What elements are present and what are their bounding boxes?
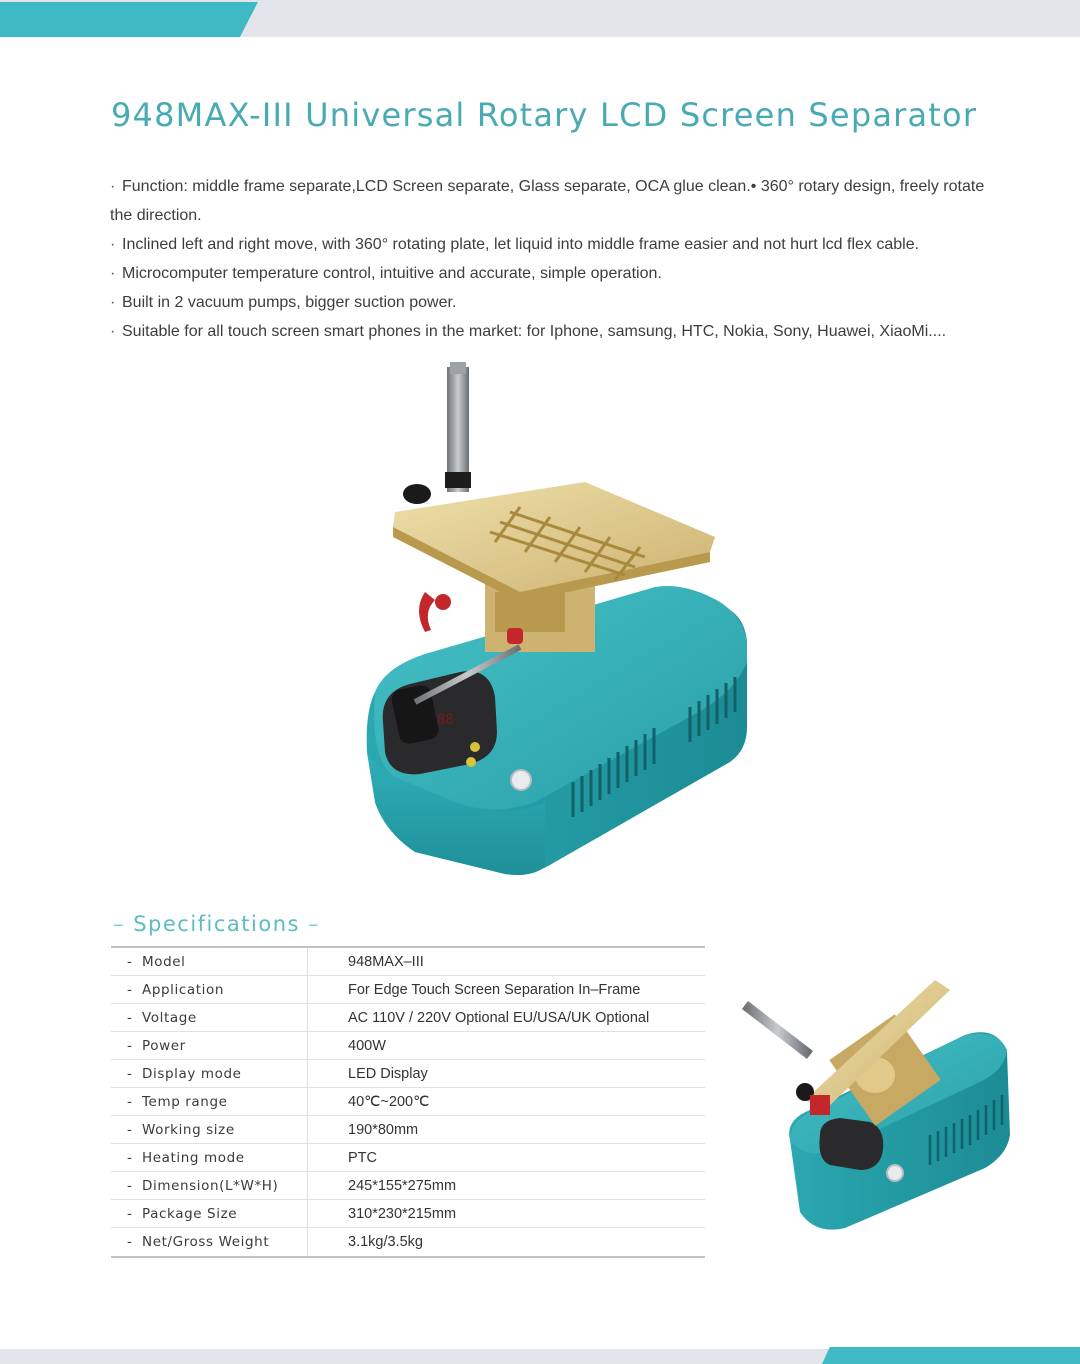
spec-label: Display mode — [142, 1065, 242, 1082]
product-image-main — [355, 362, 765, 882]
spec-label: Application — [142, 981, 225, 998]
bottom-banner-accent — [822, 1347, 1080, 1364]
bullet-icon: · — [110, 294, 116, 311]
page-title: 948MAX-III Universal Rotary LCD Screen Separator — [111, 96, 978, 134]
bullet-icon: · — [110, 178, 116, 195]
spec-label: Model — [142, 953, 186, 970]
spec-value: 400W — [348, 1037, 386, 1054]
spec-label: Working size — [142, 1121, 235, 1138]
bullet-icon: · — [110, 323, 116, 340]
specifications-table — [111, 946, 705, 1258]
spec-row-temp-range: - Temp range 40℃~200℃ — [111, 1088, 705, 1116]
feature-item: · Microcomputer temperature control, intuitive and accurate, simple operation. — [110, 259, 980, 288]
bullet-icon: · — [110, 265, 116, 282]
spec-row-power: - Power 400W — [111, 1032, 705, 1060]
feature-item: · Inclined left and right move, with 360° rotating plate, let liquid into middle frame easier and not hurt lcd flex cable. — [110, 230, 980, 259]
spec-value: 40℃~200℃ — [348, 1093, 430, 1110]
suction-switch-button — [511, 770, 531, 790]
spec-value: 310*230*215mm — [348, 1205, 457, 1222]
black-knob — [403, 484, 431, 504]
spec-value: PTC — [348, 1149, 377, 1166]
top-banner-accent — [0, 2, 258, 37]
spec-label: Temp range — [142, 1093, 228, 1110]
spec-row-voltage: - Voltage AC 110V / 220V Optional EU/USA/UK Optional — [111, 1004, 705, 1032]
spec-value: For Edge Touch Screen Separation In–Frame — [348, 981, 641, 998]
spec-value: 3.1kg/3.5kg — [348, 1234, 423, 1250]
feature-item: · Suitable for all touch screen smart phones in the market: for Iphone, samsung, HTC, Nokia, Sony, Huawei, XiaoMi.... — [110, 317, 980, 346]
spec-value: 948MAX–III — [348, 953, 424, 970]
feature-item: · Function: middle frame separate,LCD Screen separate, Glass separate, OCA glue clean.• 360° rotary design, freely rotate — [110, 172, 980, 201]
spec-label: Heating mode — [142, 1149, 245, 1166]
feature-item: · Built in 2 vacuum pumps, bigger suction power. — [110, 288, 980, 317]
feature-item-continuation: the direction. — [110, 207, 202, 224]
temperature-display: 88 — [437, 712, 454, 728]
spec-label: Power — [142, 1037, 186, 1054]
spec-label: Package Size — [142, 1205, 238, 1222]
spec-row-working-size: - Working size 190*80mm — [111, 1116, 705, 1144]
spec-row-application: - Application For Edge Touch Screen Separation In–Frame — [111, 976, 705, 1004]
spec-value: 190*80mm — [348, 1121, 419, 1138]
spec-value: LED Display — [348, 1065, 428, 1082]
spec-value: AC 110V / 220V Optional EU/USA/UK Optional — [348, 1009, 650, 1026]
spec-value: 245*155*275mm — [348, 1177, 457, 1194]
spec-row-weight: - Net/Gross Weight 3.1kg/3.5kg — [111, 1228, 705, 1256]
feature-list — [110, 172, 985, 346]
spec-label: Voltage — [142, 1009, 197, 1026]
screen-separator-illustration — [355, 362, 765, 882]
specifications-heading: – Specifications – — [113, 912, 321, 936]
spec-label: Net/Gross Weight — [142, 1234, 270, 1250]
spec-row-display-mode: - Display mode LED Display — [111, 1060, 705, 1088]
spec-row-dimension: - Dimension(L*W*H) 245*155*275mm — [111, 1172, 705, 1200]
gold-heating-plate — [393, 482, 715, 592]
product-image-secondary — [735, 960, 1035, 1240]
screen-separator-angled-illustration — [735, 960, 1035, 1240]
red-lever — [419, 592, 435, 632]
control-panel-secondary — [819, 1118, 883, 1170]
spec-label: Dimension(L*W*H) — [142, 1177, 279, 1194]
spec-row-heating-mode: - Heating mode PTC — [111, 1144, 705, 1172]
spec-row-model: - Model 948MAX–III — [111, 948, 705, 976]
spec-row-package-size: - Package Size 310*230*215mm — [111, 1200, 705, 1228]
bullet-icon: · — [110, 236, 116, 253]
